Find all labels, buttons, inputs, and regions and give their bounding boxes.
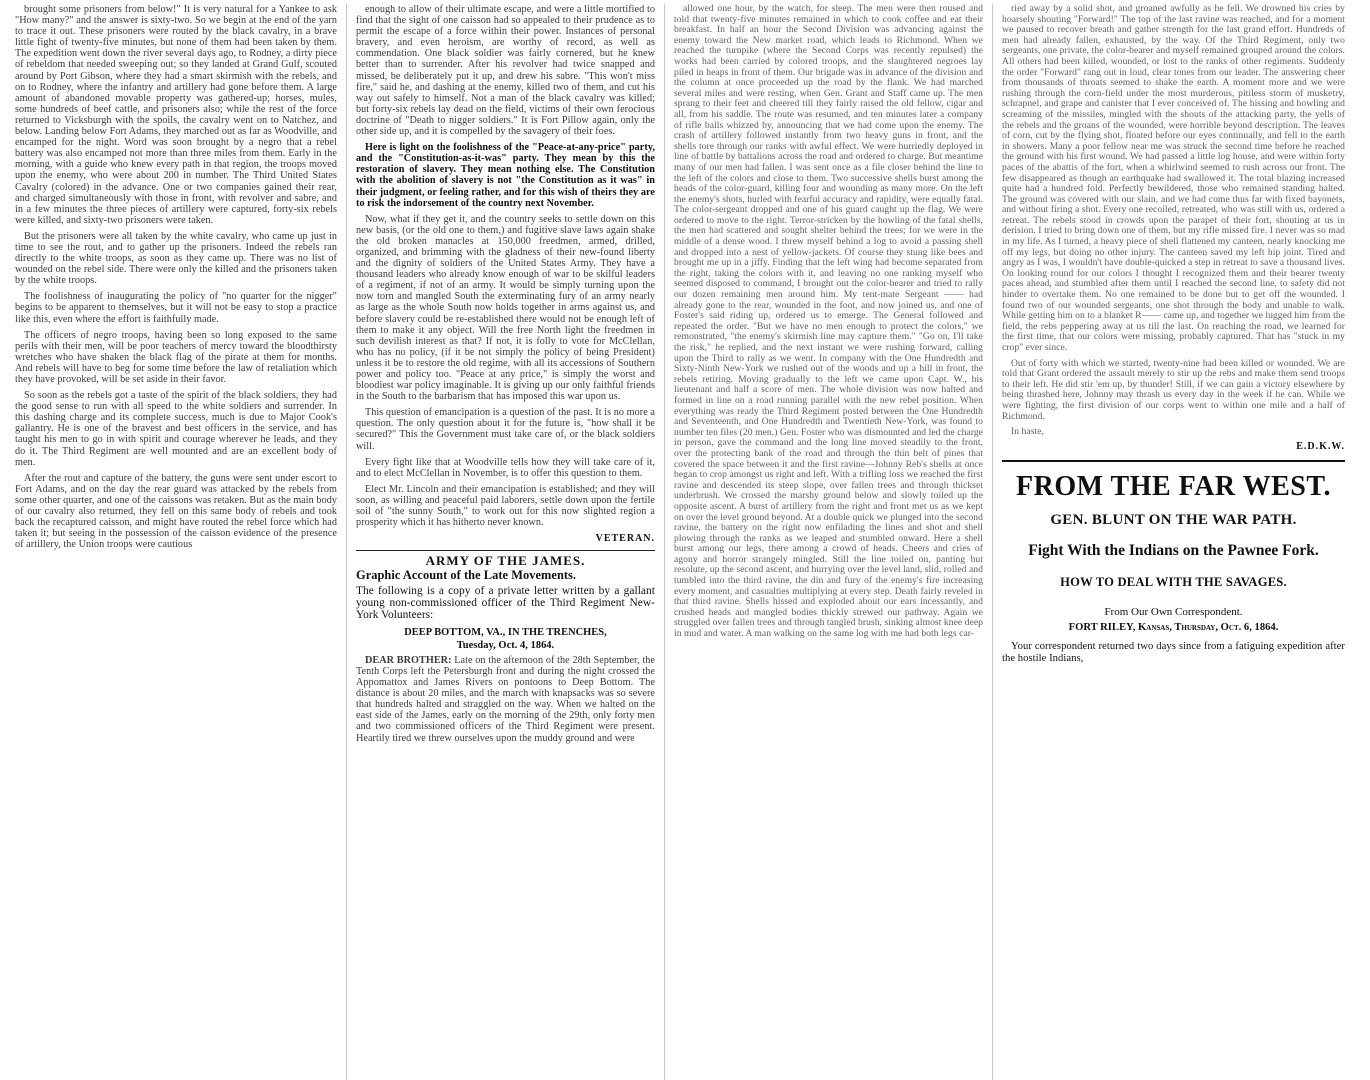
letter-salutation: DEAR BROTHER: [365, 654, 452, 666]
letter-body [356, 655, 655, 744]
column-1 [6, 4, 346, 1080]
paragraph: Out of forty with which we started, twenty-nine had been killed or wounded. We are told that Grant ordered the assault merely to stir up the rebs and make them send troops to their left. He did stir 'em up, by thunder! Still, if we can gain a victory elsewhere by being thrashed here, Johnny may thrash us every day in the week if he can. While we were fighting, the first division of our corps went to within one mile and a half of Richmond. [1002, 357, 1345, 422]
column-3 [664, 4, 992, 1080]
far-west-title: FROM THE FAR WEST. [1016, 470, 1331, 502]
paragraph: Now, what if they get it, and the country seeks to settle down on this new basis, (or the old one to them,) and fugitive slave laws again shake the old broken manacles at 150,000 freedmen, armed, drilled, organized, and brimming with the gladness of their new-found liberty and the dignity of soldiers of the United States Army. They have a thousand leaders who already know enough of war to be skilful leaders of a regiment, if not of an army. It would be simply turning upon the now torn and mangled South the exterminating fury of an army nearly as large as the whole South now holds together in arms against us, and before slavery could be re-established there would not be enough left of them to make it any object. Will the free North light the freedmen in such devilish interest as that? If not, it is folly to vote for McClellan, who has no policy, (if it be not simply the policy of being President) unless it be to restore the old regime, with all its accessions of Southern power and policy too. "Peace at any price," is simply the worst and bloodiest war policy imaginable. It is giving up our only faithful friends in the South to the barbarism that has imposed this war upon us. [356, 213, 655, 403]
letter-dateline-date: Tuesday, Oct. 4, 1864. [456, 639, 555, 651]
far-west-subheading-3: HOW TO DEAL WITH THE SAVAGES. [1060, 574, 1287, 589]
paragraph: But the prisoners were all taken by the white cavalry, who came up just in time to see the rout, and to gather up the prisoners. Indeed the rebels ran directly to the white troops, as soon as they came up. There was no list of wounded on the rebel side. There were only the killed and the prisoners taken by the white troops. [15, 230, 337, 287]
section-divider [356, 550, 655, 551]
section-subheading: Graphic Account of the Late Movements. [356, 568, 577, 583]
letter-body-text: Late on the afternoon of the 28th September, the Tenth Corps left the Petersburgh front and during the night crossed the Appomattox and James Rivers on pontoons to Deep Bottom. The distance is about 20 miles, and the march with knapsacks was so severe that hundreds halted and straggled on the way. When we halted on the east side of the James, early on the morning of the 29th, only forty men and two commissioned officers of the Third Regiment were present. Heartily tired we threw ourselves upon the muddy ground and were [356, 654, 655, 744]
paragraph: Here is light on the foolishness of the "Peace-at-any-price" party, and the "Constitution-as-it-was" party. They mean by this the restoration of slavery. They mean nothing else. The Constitution with the abolition of slavery is not "the Constitution as it was" in their judgment, or feeling rather, and for this wish of theirs they are to risk the indorsement of the country next November. [356, 142, 655, 209]
letter-intro: The following is a copy of a private letter written by a gallant young non-commissioned officer of the Third Regiment New-York Volunteers: [356, 584, 655, 622]
far-west-body: Your correspondent returned two days since from a fatiguing expedition after the hostile Indians, [1002, 640, 1345, 664]
far-west-subheading-2: Fight With the Indians on the Pawnee Fork. [1028, 541, 1319, 559]
paragraph: In haste, [1011, 426, 1044, 438]
column-2 [346, 4, 664, 1080]
article-signature: VETERAN. [595, 533, 655, 545]
far-west-section [1002, 460, 1345, 665]
paragraph: Every fight like that at Woodville tells how they will take care of it, and to elect McClellan in November, is to offer this question to them. [356, 456, 655, 479]
column-4 [992, 4, 1354, 1080]
paragraph: This question of emancipation is a question of the past. It is no more a question. The only question about it for the future is, "how shall it be secured?" This the Government must take care of, or the black soldiers will. [356, 407, 655, 452]
far-west-subheading-1: GEN. BLUNT ON THE WAR PATH. [1050, 511, 1297, 528]
paragraph: allowed one hour, by the watch, for sleep. The men were then roused and told that twenty-five minutes remained in which to cook coffee and eat their breakfast. In half an hour the Second Division was advancing against the enemy toward the New market road, which leads to Richmond. When we reached the turnpike (where the Second Corps was recently repulsed) the works had been carried by colored troops, and the slaughtered negroes lay piled in heaps in front of them. Our brigade was in advance of the division and the column at once proceeded up the road by the flank. We had marched several miles and were resting, when Gen. Grant and Staff came up. The men sprang to their feet and cheered till they fairly raised the old fellow, cigar and all, from his saddle. The route was resumed, and ten minutes later a company of rifle balls whizzed by, announcing that we had come upon the enemy. The crash of artillery followed instantly from two heavy guns in front, and the shells tore through our ranks with awful effect. We were hurriedly deployed in line of battle by battalions across the road and ordered to charge. But meantime many of our men had fallen. I was sent once as a file closer behind the line to the left of the colors and close to them. Two successive shells burst among the heads of the color-guard, killing four and wounding as many more. On the left the enemy's shots, hurled with fearful accuracy and rapidity, were equally fatal. The color-sergeant dropped and one of his guard caught up the flag. We were ordered to move to the right. Terror-stricken by the howling of the fatal shells, the men had scattered and sought shelter behind the trees; for we were in the middle of a dense wood. I threw myself behind a log to avoid a passing shell and dropped into a nest of yellow-jackets. Of course they stung like bees and brought me up in a jiffy. Finding that the left wing had become separated from the right, taking the colors with it, and leaving no one ranking myself who seemed disposed to command, I brought out the color-bearer and tried to rally our dozen remaining men around him. My tent-mate Sergeant —— had already gone to the rear, wounded in the foot, and now joined us, and one of Foster's said riding up, ordered us to emerge. The General followed and repeated the order. "But we have no men enough to protect the colors," we remonstrated, "the enemy's skirmish line may capture them." "Go on, I'll take the risk," he replied, and the next instant we were rushing forward, calling upon the Third to rally as we went. In company with the One Hundredth and Sixty-Ninth New-York we rushed out of the woods and up a hill in front, the rebels retiring. Moving gradually to the left we came upon Capt. W., his lieutenant and half a score of men. The whole division was now halted and formed in line on a road running parallel with the new rebel position. When everything was ready the Third Regiment posted between the One Hundredth and Seventeenth, and One Hundredth and Twentieth New-York, was found to number ten files (20 men.) Gen. Foster who was dismounted and led the charge in person, gave the command and the long line moved steadily to the front, over the protecting bank of the road and through the thin belt of pines that covered the space between it and the first ravine—Johnny Reb's shells at once began to crop amongst us right and left. With a trifling loss we reached the first ravine and descended its steep slope, over fallen trees and through thickset underbrush. We crossed the marshy ground below and slowly toiled up the opposite ascent. A burst of artillery from the right and front met us as we kept on over the level ground beyond. At a double quick we plunged into the second ravine, the battery on the right now enfilading the lines and shot and shell plowing through the ranks as we leaped and stumbled onward. Here a shell burst among our legs, there among a crowd of heads. Cheers and cries of agony and horror strangely mingled. Still the line toiled on, panting but resolute, up the second ascent, and hurrying over the level land, slid, rolled and tumbled into the third ravine, the din and fury of the enemy's fire increasing every moment, and casualties multiplying at every step. Death fairly reveled in that third ravine. Shells hissed and exploded about our ears incessantly, and crushed heads and mangled bodies thickly strewed our pathway. Again we struggled over fallen trees and through tangled brush, sinking almost knee deep in mud and water. A man walking on the same log with me had both legs car- [674, 3, 983, 640]
paragraph: Elect Mr. Lincoln and their emancipation is established; and they will soon, as willing and peaceful paid laborers, settle down upon the fertile soil of "the sunny South," to work out for this now slighted region a prosperity which it has hitherto never known. [356, 483, 655, 529]
far-west-correspondent: From Our Own Correspondent. [1104, 605, 1243, 618]
paragraph: enough to allow of their ultimate escape, and were a little mortified to find that the sight of one caisson had so appealed to their prudence as to permit the escape of a force within their power. Instances of personal bravery, and even heroism, are worthy of record, as well as commendation. One black soldier was fairly cornered, but he knew better than to surrender. After his revolver had twice snapped and missed, be deliberately put it up, and drew his sabre. "This won't miss fire," said he, and dashing at the enemy, killed two of them, and cut his way out safely to himself. Not a man of the black cavalry was killed; but forty-six rebels lay dead on the field, victims of their own ferocious doctrine of "Death to nigger soldiers." It is Fort Pillow again, only the other side up, and it is compelled by the savagery of their foes. [356, 4, 655, 138]
paragraph: ried away by a solid shot, and groaned awfully as he fell. We drowned his cries by hoarsely shouting "Forward!" The top of the last ravine was reached, and for a moment we paused to recover breath and gather strength for the last grand effort. Hundreds of men had already fallen, exhausted, by the way. Of the Third Regiment, only two sergeants, one private, the color-bearer and myself remained grouped around the colors. All others had been killed, wounded, or lost to the ranks of other regiments. Suddenly the order "Forward" rang out in loud, clear tones from our leader. The answering cheer from thousands of throats seemed to shake the earth. A moment more and we were rushing through the corn-field under the most murderous, pitiless storm of musketry, schrapnel, and grape and canister that I ever conceived of. The hissing and howling and screaming of the missiles, mingled with the shouts of the attacking party, the yells of the rebels and the groans of the wounded, were horrible beyond description. The leaves of corn, cut by the flying shot, floated before our eyes continually, and fell to the earth in showers. Many a poor fellow near me was struck the second time before he reached the ground with his first wound. We had passed a little log house, and were within forty paces of the abattis of the fort, when a whirlwind seemed to rush across our front. The few disappeared as though an earthquake had swallowed it. The total blazing increased quite had a hundred fold. Perfectly bewildered, those who remained standing halted. The ground was covered with our slain, and we had come thus far with fixed bayonets, and without firing a shot. Every one recoiled, retreated, who was still with us, ordered a retreat. The rebels stood in crowds upon the parapet of their fort, shouting at us in derision. I tried to bring down one of them, but my rifle missed fire. I never was so mad in my life. As I turned, a heavy piece of shell flattened my canteen, nearly knocking me off my legs, but doing no other injury. The canteen saved my left hip joint. Tired and angry as I was, I wouldn't have double-quicked a step in retreat to save a thousand lives. On looking round for our colors I thought I recognized them and their bearer twenty paces ahead, and stumbled after them until I reached the second line, to safety did not hinder to overtake them. No one remained to be done but to get off the wounded. I found two of our wounded sergeants, one shot through the body and unable to walk. While getting him on to a blanket R—— came up, and together we lugged him from the field, the rebs peppering away at us till the last. On reaching the road, we learned for the first time, that our colors were missing, probably captured. That has "stuck in my crop" ever since. [1002, 3, 1345, 353]
paragraph: So soon as the rebels got a taste of the spirit of the black soldiers, they had the good sense to run with all speed to the white soldiers and surrender. In this dashing charge and its complete success, much is due to Major Cook's gallantry. He is one of the bravest and best officers in the service, and has taught his men to go in with spirit and courage wherever he leads, and they do it. The Third Regiment are well mounted and are an excellent body of men. [15, 390, 337, 468]
letter-dateline: DEEP BOTTOM, VA., IN THE TRENCHES, [404, 626, 607, 638]
section-heading: ARMY OF THE JAMES. [425, 553, 586, 569]
far-west-place-date: FORT RILEY, Kansas, Thursday, Oct. 6, 1864. [1068, 621, 1279, 633]
paragraph: The officers of negro troops, having been so long exposed to the same perils with their men, will be poor teachers of mercy toward the bloodthirsty wretches who have shaken the black flag of the pirate at them for months. And rebels will have to beg for some time before the law of retaliation which they have provoked, will be set aside in their favor. [15, 329, 337, 385]
paragraph: After the rout and capture of the battery, the guns were sent under escort to Fort Adams, and on the day the rear guard was attacked by the rebels from some other quarter, and one of the caissons was retaken. But as the main body of our cavalry also returned, they fell on this same body of rebels and took back the recaptured caisson, and might have routed the rebel force which had taken it; but seeing in the possession of the caisson evidence of the presence of artillery, the Union troops were cautious [15, 472, 337, 551]
paragraph: The foolishness of inaugurating the policy of "no quarter for the nigger" begins to be apparent to themselves, but it will not be easy to stop a practice like this, even where the effort is faithfully made. [15, 291, 337, 325]
article-signature: E.D.K.W. [1296, 440, 1345, 452]
paragraph: brought some prisoners from below!" It is very natural for a Yankee to ask "How many?" and the answer is sixty-two. So we begin at the end of the yarn to trace it out. These prisoners were routed by the black cavalry, in a brave little fight of twenty-five minutes, but none of them had been taken by them. The expedition went down the river several days ago, to Rodney, a dirty piece of rebeldom that needed sweeping out; so they landed at Grand Gulf, scouted around by Port Gibson, where they had a smart skirmish with the rebels, and on to Rodney, where the infantry and artillery had gone before them. A large amount of abandoned movable property was gathered-up; horses, mules, some hundreds of beef cattle, and prisoners also; while the rest of the force returned to Vicksburgh with the spoils, the cavalry went on to Natchez, and below. Landing below Fort Adams, they marched out as far as Woodville, and encamped for the night. Word was soon brought by a negro that a rebel battery was also encamped not more than three miles from them. Early in the morning, with a guide who knew every path in that region, the troops moved upon the enemy, who were about 200 in number. The Third United States Cavalry (colored) in the advance. One or two companies gained their rear, and charged simultaneously with those in front, with revolver and sabre, and in a few minutes the three pieces of artillery were captured, forty-six rebels were killed, and sixty-two prisoners were taken. [15, 4, 337, 226]
